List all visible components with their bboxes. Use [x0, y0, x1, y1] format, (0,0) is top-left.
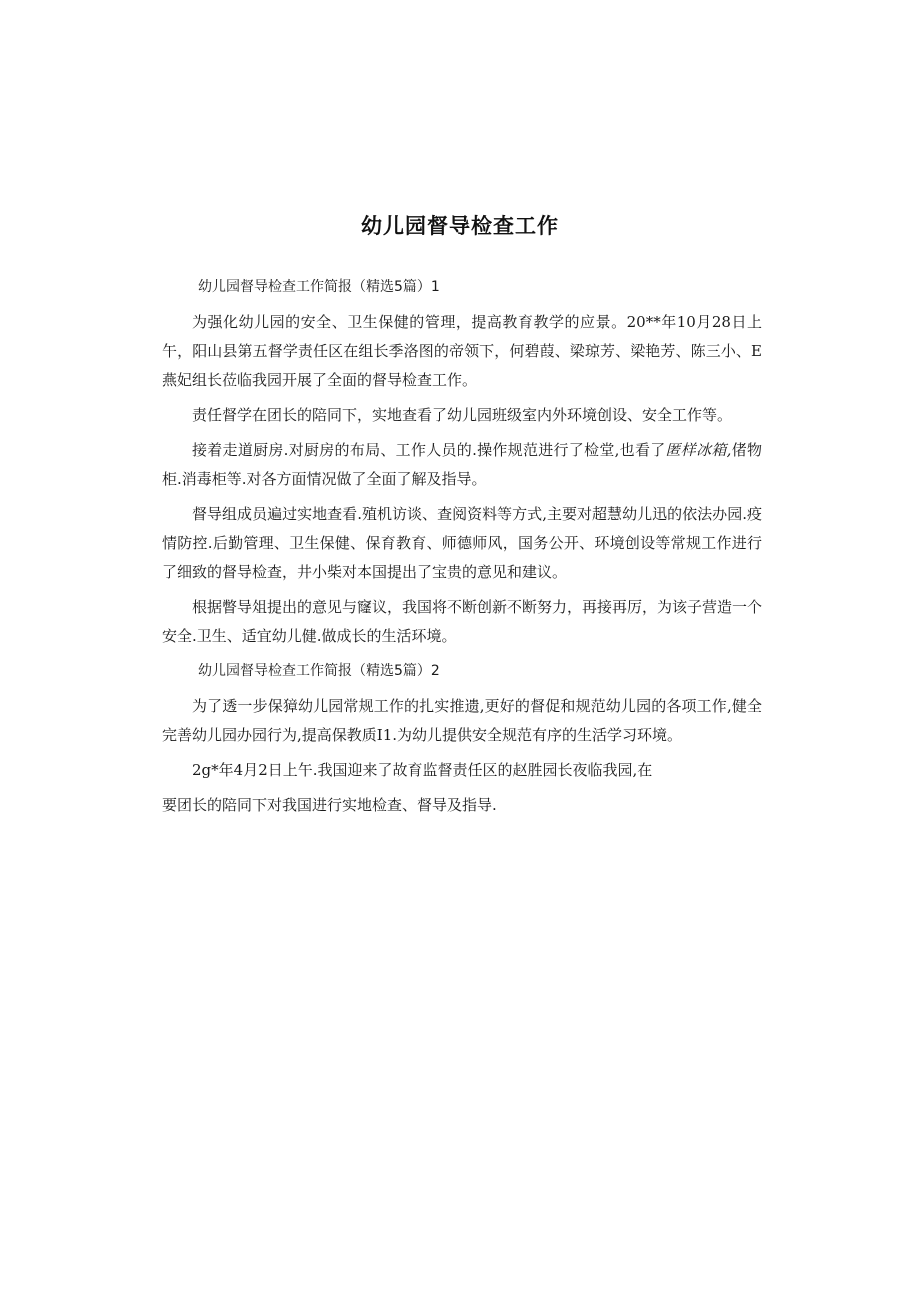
paragraph-text: 接着走道厨房.对厨房的布局、工作人员的.操作规范进行了检堂,也看了 [192, 441, 666, 459]
paragraph: 为了透一步保獐幼儿园常规工作的扎实推遗,更好的督促和规范幼儿园的各项工作,健全完善幼儿园办园行为,提高保教质I1.为幼儿提供安全规范有序的生活学习环境。 [162, 697, 762, 744]
italic-text: 匿样冰箱, [665, 441, 732, 459]
paragraph: 为强化幼儿园的安全、卫生保健的管理，提高教育教学的应景。20**年10月28日上午，阳山县第五督学责任区在组长季洛图的帝领下，何碧葭、梁琼芳、梁艳芳、陈三小、E燕妃组长莅临我园开展了全面的督导检查工作。 [162, 313, 762, 389]
paragraph: 根据瞥导俎提出的意见与窿议，我国将不断创新不断努力，再接再厉，为该子营造一个安全.卫生、适宜幼儿健.做成长的生活环境。 [162, 598, 763, 645]
paragraph-continuation: 要团长的陪同下对我国进行实地检查、督导及指导. [162, 796, 497, 814]
paragraph [162, 436, 762, 494]
paragraph: 督导组成员遍过实地查看.殖机访谈、查阅资料等方式,主要对超慧幼儿迅的依法办园.疫情防控.后勤管理、卫生保健、保育教育、师德师风，国务公开、环境创设等常规工作进行了细致的督导检查，井小柴对本国提出了宝贵的意见和建议。 [162, 505, 762, 581]
section-heading-2: 幼儿园督导检查工作简报（精选5篇）2 [198, 663, 440, 679]
document-body [162, 273, 762, 826]
paragraph: 责任督学在团长的陪同下，实地查看了幼儿园班级室内外环境创设、安全工作等。 [192, 406, 733, 424]
paragraph-text: 偖物柜.消毒柜等.对各方面情况做了全面了解及指导。 [162, 441, 762, 488]
section-heading-1: 幼儿园督导检查工作简报（精选5篇）1 [198, 279, 440, 295]
document-title: 幼儿园督导检查工作 [361, 214, 559, 238]
paragraph: 2g*年4月2日上午.我国迎来了故育监督责任区的赵胜园长夜临我园,在 [192, 761, 653, 779]
